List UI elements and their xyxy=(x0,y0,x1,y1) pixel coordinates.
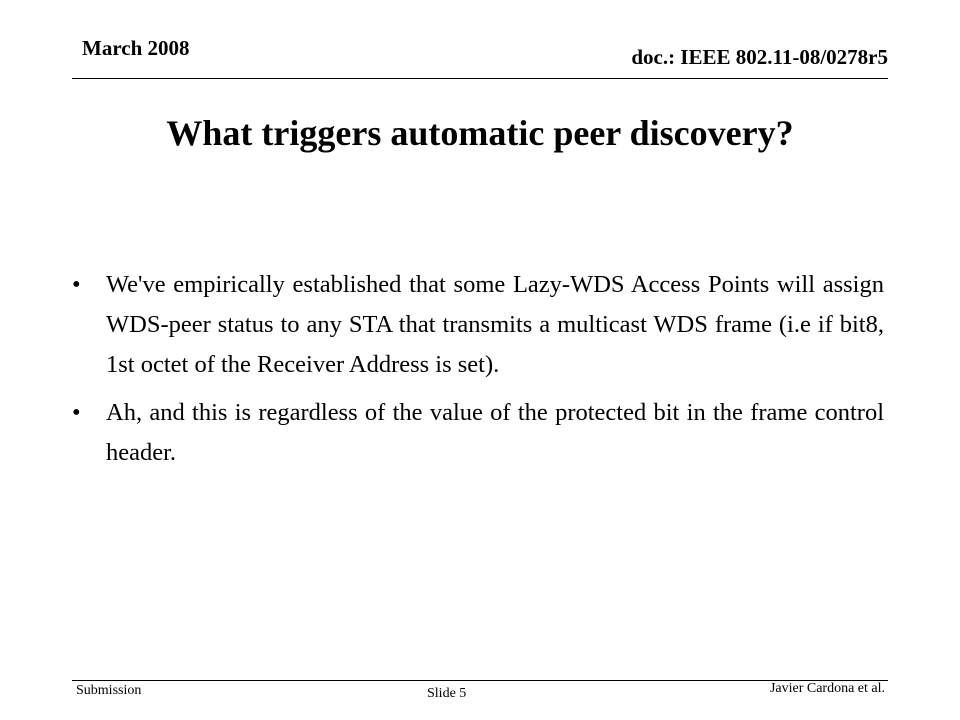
header-date: March 2008 xyxy=(82,36,190,60)
footer-author: Javier Cardona et al. xyxy=(769,681,885,696)
bullet-marker: • xyxy=(72,271,81,298)
bullet-marker: • xyxy=(72,399,81,426)
bullet-item-2 xyxy=(72,393,884,473)
footer-divider xyxy=(72,680,888,681)
bullet-list xyxy=(72,265,884,481)
bullet-text-1: We've empirically established that some Lazy-WDS Access Points will assign WDS-peer status to any STA that transmits a multicast WDS frame (i.e if bit8, 1st octet of the Receiver Address is set). xyxy=(106,271,884,378)
header-doc-id: doc.: IEEE 802.11-08/0278r5 xyxy=(631,45,888,69)
footer-slide-number: Slide 5 xyxy=(427,686,467,701)
footer-submission: Submission xyxy=(76,683,142,698)
bullet-item-1 xyxy=(72,265,884,385)
header-divider xyxy=(72,78,888,79)
bullet-text-2: Ah, and this is regardless of the value of the protected bit in the frame control header. xyxy=(106,399,884,466)
slide-title: What triggers automatic peer discovery? xyxy=(166,113,794,153)
